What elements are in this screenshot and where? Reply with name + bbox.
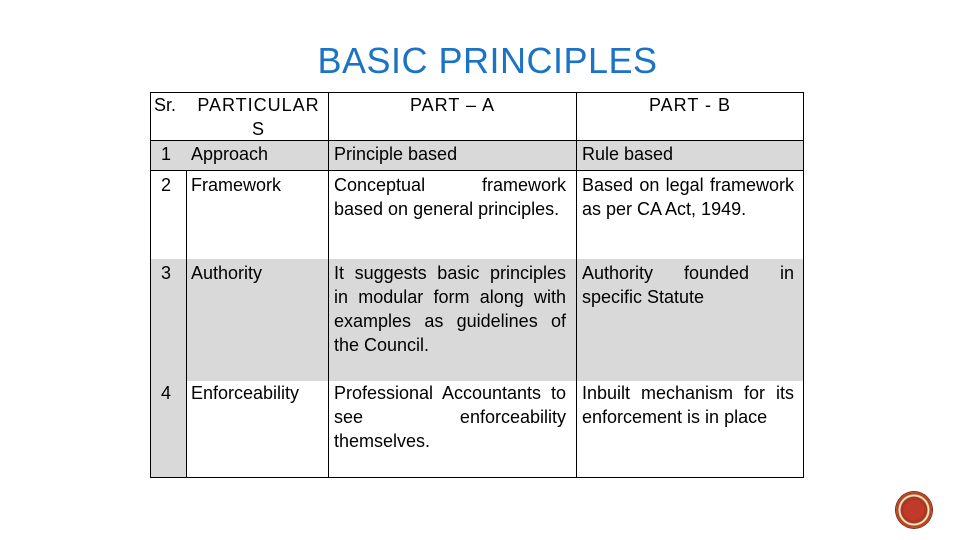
row-3-part-b: Authority founded in specific Statute: [582, 263, 794, 307]
row-2-part-b: Based on legal framework as per CA Act, 1949.: [582, 175, 794, 219]
header-part-a: PART – A: [409, 95, 496, 115]
principles-table: [150, 92, 804, 478]
row-4-particular: Enforceability: [191, 383, 300, 403]
sr-col-divider: [186, 171, 187, 477]
row-4-part-a: Professional Accountants to see enforceability themselves.: [334, 383, 566, 451]
row-3-sr: 3: [161, 263, 172, 283]
header-sr: Sr.: [154, 95, 177, 115]
row-1-part-b: Rule based: [582, 144, 674, 164]
row-3-part-a: It suggests basic principles in modular form along with examples as guidelines of the Council.: [334, 263, 566, 355]
row-1-part-a: Principle based: [334, 144, 458, 164]
row-2-sr: 2: [161, 175, 172, 195]
row-3-particular: Authority: [191, 263, 263, 283]
row-2-part-a: Conceptual framework based on general principles.: [334, 175, 566, 219]
row-4-sr: 4: [161, 383, 172, 403]
row-1-sr: 1: [161, 144, 172, 164]
row-2-particular: Framework: [191, 175, 282, 195]
row-1-particular: Approach: [191, 144, 269, 164]
row-4-part-b: Inbuilt mechanism for its enforcement is in place: [582, 383, 794, 427]
col-divider-1: [328, 93, 329, 477]
header-particulars: PARTICULARS: [197, 95, 320, 139]
header-part-b: PART - B: [648, 95, 732, 115]
row-1-divider: [151, 170, 803, 171]
col-divider-2: [576, 93, 577, 477]
page-title: BASIC PRINCIPLES: [317, 40, 658, 81]
institute-seal-icon: [896, 492, 932, 528]
